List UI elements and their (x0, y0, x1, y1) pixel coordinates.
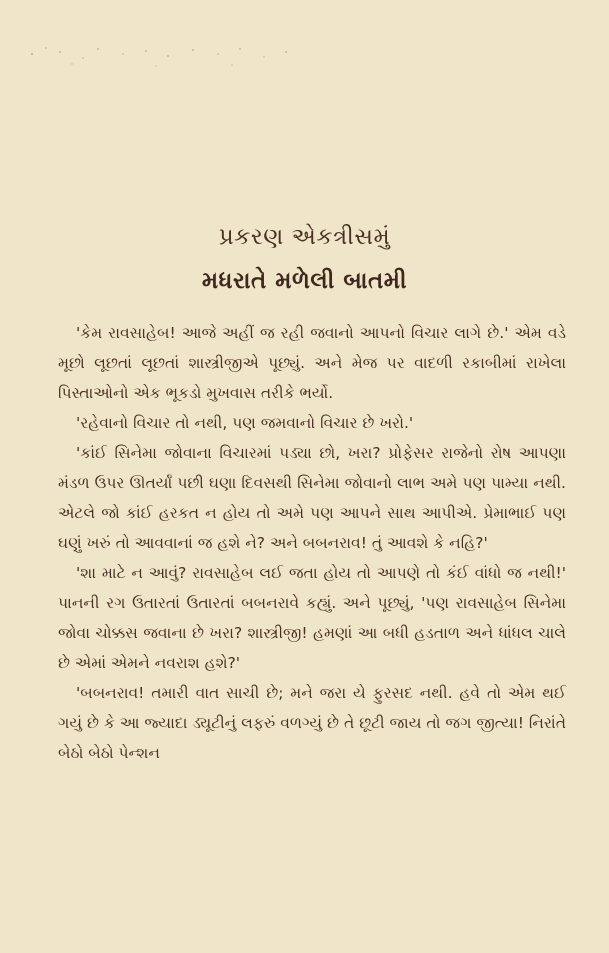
paragraph: 'કાંઈ સિનેમા જોવાના વિચારમાં પડ્યા છો, ખરા? પ્રોફેસર રાજેનો રોષ આપણા મંડળ ઉપર ઊતર્યાં પછી ઘણા દિવસથી સિનેમા જોવાનો લાભ અમે પણ પામ્યા નથી. એટલે જો કાંઈ હરકત ન હોય તો અમે પણ આપને સાથ આપીએ. પ્રેમાભાઈ પણ ઘણું ખરું તો આવવાનાં જ હશે ને? અને બબનરાવ! તું આવશે કે નહિ?' (58, 444, 566, 552)
body-text (58, 318, 566, 768)
chapter-title: મધરાતે મળેલી બાતમી (201, 268, 408, 294)
paragraph: 'બબનરાવ! તમારી વાત સાચી છે; મને જરા યે ફુરસદ નથી. હવે તો એમ થઈ ગયું છે કે આ જ્યાદા ડ્યૂટીનું લફરું વળગ્યું છે તે છૂટી જાય તો જગ જીત્યા! નિરાંતે બેઠો બેઠો પેન્શન (58, 684, 566, 762)
paragraph: 'કેમ રાવસાહેબ! આજે અહીં જ રહી જવાનો આપનો વિચાર લાગે છે.' એમ વડે મૂછો લૂછતાં લૂછતાં શાસ્ત્રીજીએ પૂછ્યું. અને મેજ પર વાદળી રકાબીમાં રાખેલા પિસ્તાઓનો એક ભૂકડો મુખવાસ તરીકે ભર્યો. (58, 324, 566, 402)
paragraph: 'રહેવાનો વિચાર તો નથી, પણ જમવાનો વિચાર છે ખરો.' (76, 414, 414, 432)
page-specks (28, 40, 308, 80)
paragraph: 'શા માટે ન આવું? રાવસાહેબ લઈ જતા હોય તો આપણે તો કંઈ વાંધો જ નથી!' પાનની રગ ઉતારતાં ઉતારતાં બબનરાવે કહ્યું. અને પૂછ્યું, 'પણ રાવસાહેબ સિનેમા જોવા ચોક્કસ જવાના છે ખરા? શાસ્ત્રીજી! હમણાં આ બધી હડતાળ અને ધાંધલ ચાલે છે એમાં એમને નવરાશ હશે?' (58, 564, 566, 672)
chapter-heading: પ્રકરણ એકત્રીસમું (218, 224, 391, 250)
